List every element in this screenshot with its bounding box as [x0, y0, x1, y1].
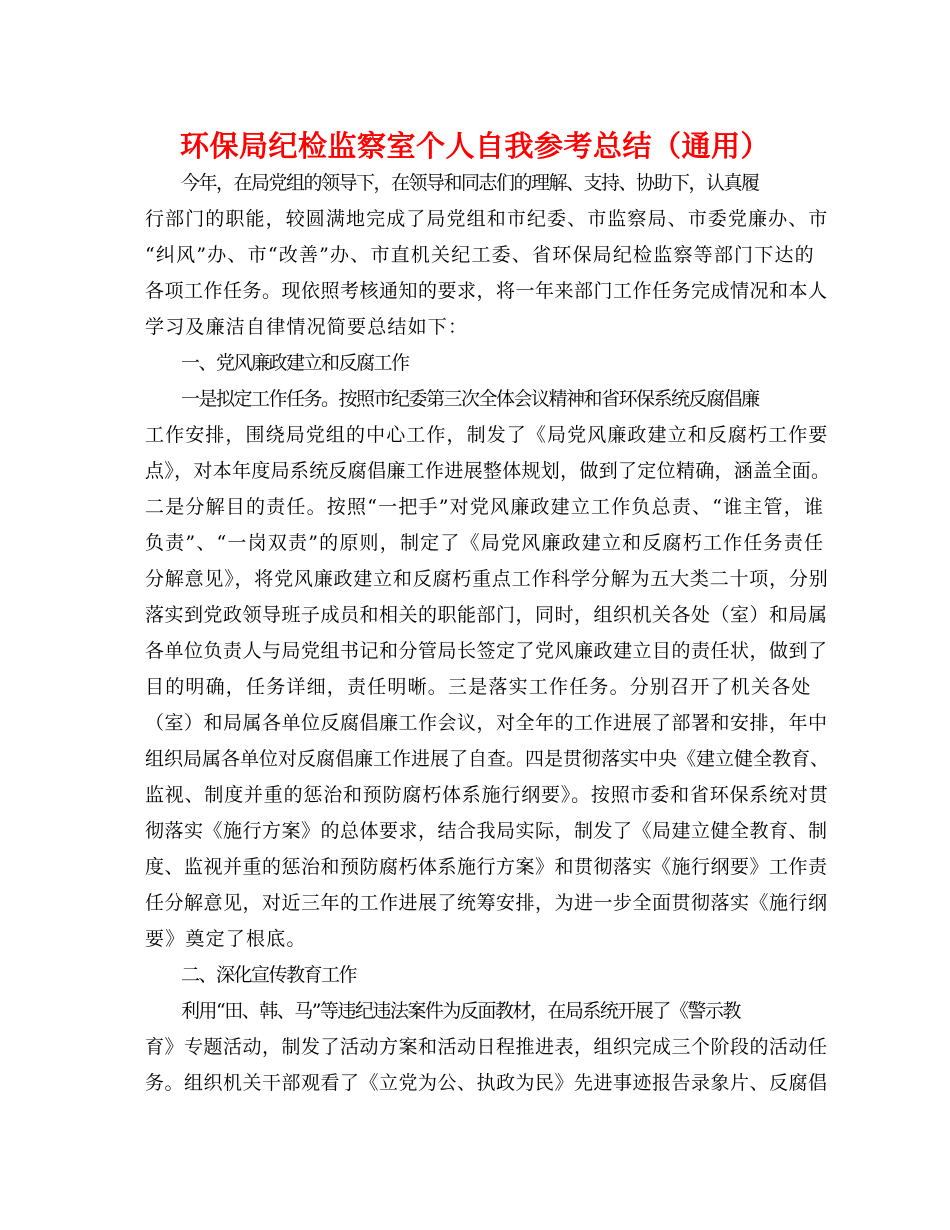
paragraph-line: 各项工作任务。现依照考核通知的要求，将一年来部门工作任务完成情况和本人 — [145, 280, 828, 302]
paragraph-line: 今年，在局党组的领导下，在领导和同志们的理解、支持、协助下，认真履 — [181, 172, 759, 194]
paragraph-line: 务。组织机关干部观看了《立党为公、执政为民》先进事迹报告录象片、反腐倡 — [145, 1072, 828, 1094]
paragraph-line: 一是拟定工作任务。按照市纪委第三次全体会议精神和省环保系统反腐倡廉 — [181, 388, 759, 410]
paragraph-line: “纠风”办、市“改善”办、市直机关纪工委、省环保局纪检监察等部门下达的 — [145, 244, 815, 266]
paragraph-line: 彻落实《施行方案》的总体要求，结合我局实际，制发了《局建立健全教育、制 — [145, 820, 828, 842]
document-title: 环保局纪检监察室个人自我参考总结（通用） — [179, 129, 770, 163]
paragraph-line: 任分解意见，对近三年的工作进展了统筹安排，为进一步全面贯彻落实《施行纲 — [145, 892, 828, 914]
paragraph-line: 度、监视并重的惩治和预防腐朽体系施行方案》和贯彻落实《施行纲要》工作责 — [145, 856, 828, 878]
paragraph-line: 点》，对本年度局系统反腐倡廉工作进展整体规划，做到了定位精确，涵盖全面。 — [145, 460, 831, 482]
paragraph-line: 要》奠定了根底。 — [145, 928, 307, 950]
paragraph-line: 行部门的职能，较圆满地完成了局党组和市纪委、市监察局、市委党廉办、市 — [145, 208, 829, 230]
paragraph-line: 分解意见》，将党风廉政建立和反腐朽重点工作科学分解为五大类二十项，分别 — [145, 568, 829, 590]
paragraph-line: 目的明确，任务详细，责任明晰。三是落实工作任务。分别召开了机关各处 — [145, 676, 812, 698]
paragraph-line: 利用“田、韩、马”等违纪违法案件为反面教材，在局系统开展了《警示教 — [181, 1000, 740, 1022]
paragraph-line: 各单位负责人与局党组书记和分管局长签定了党风廉政建立目的责任状，做到了 — [145, 640, 828, 662]
section-heading: 二、深化宣传教育工作 — [181, 964, 357, 986]
paragraph-line: 工作安排，围绕局党组的中心工作，制发了《局党风廉政建立和反腐朽工作要 — [145, 424, 829, 446]
paragraph-line: 组织局属各单位对反腐倡廉工作进展了自查。四是贯彻落实中央《建立健全教育、 — [145, 748, 830, 770]
paragraph-line: 二是分解目的责任。按照“一把手”对党风廉政建立工作负总责、“谁主管，谁 — [145, 496, 825, 518]
paragraph-line: 学习及廉洁自律情况简要总结如下： — [145, 316, 469, 338]
section-heading: 一、党风廉政建立和反腐工作 — [181, 352, 409, 374]
paragraph-line: 落实到党政领导班子成员和相关的职能部门，同时，组织机关各处（室）和局属 — [145, 604, 828, 626]
paragraph-line: 育》专题活动，制发了活动方案和活动日程推进表，组织完成三个阶段的活动任 — [145, 1036, 828, 1058]
paragraph-line: 负责”、“一岗双责”的原则，制定了《局党风廉政建立和反腐朽工作任务责任 — [145, 532, 825, 554]
paragraph-line: 监视、制度并重的惩治和预防腐朽体系施行纲要》。按照市委和省环保系统对贯 — [145, 784, 829, 806]
paragraph-line: （室）和局属各单位反腐倡廉工作会议，对全年的工作进展了部署和安排，年中 — [145, 712, 828, 734]
